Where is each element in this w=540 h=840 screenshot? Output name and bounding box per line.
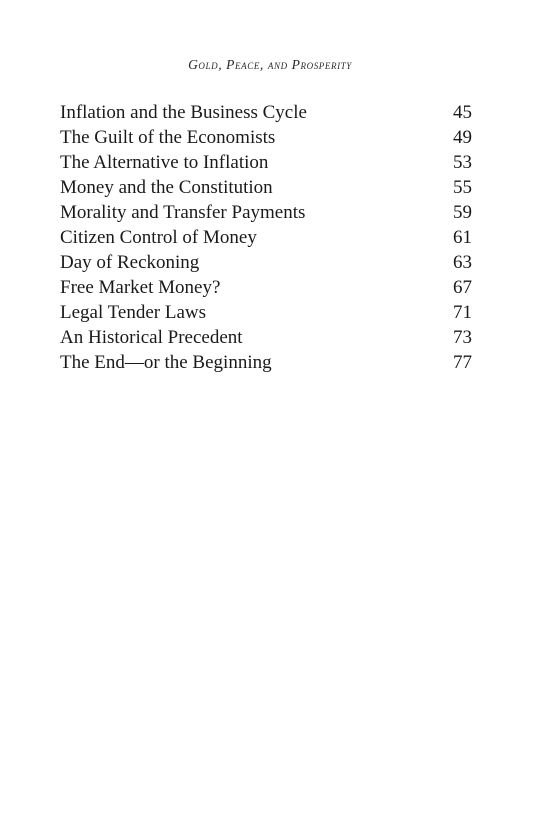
toc-entry-title: The End—or the Beginning — [60, 352, 272, 373]
toc-entry-page: 73 — [453, 327, 472, 348]
toc-entry — [60, 175, 472, 200]
toc-entry — [60, 200, 472, 225]
running-head: Gold, Peace, and Prosperity — [188, 57, 352, 72]
toc-entry — [60, 225, 472, 250]
toc-entry-page: 49 — [453, 127, 472, 148]
toc-entry — [60, 300, 472, 325]
toc-entry — [60, 125, 472, 150]
toc-entry — [60, 275, 472, 300]
toc-entry-title: Free Market Money? — [60, 277, 221, 298]
table-of-contents — [60, 100, 472, 375]
toc-entry-title: Citizen Control of Money — [60, 227, 257, 248]
toc-entry-page: 63 — [453, 252, 472, 273]
toc-entry-page: 55 — [453, 177, 472, 198]
toc-entry — [60, 350, 472, 375]
toc-entry-page: 61 — [453, 227, 472, 248]
toc-entry-page: 59 — [453, 202, 472, 223]
toc-entry-page: 45 — [453, 102, 472, 123]
toc-entry-title: Morality and Transfer Payments — [60, 202, 306, 223]
toc-entry-page: 71 — [453, 302, 472, 323]
toc-entry — [60, 250, 472, 275]
toc-entry-title: The Alternative to Inflation — [60, 152, 269, 173]
toc-entry-title: Day of Reckoning — [60, 252, 200, 273]
toc-entry — [60, 150, 472, 175]
toc-entry-title: Money and the Constitution — [60, 177, 273, 198]
toc-entry-page: 53 — [453, 152, 472, 173]
toc-entry-title: The Guilt of the Economists — [60, 127, 276, 148]
toc-entry-page: 67 — [453, 277, 472, 298]
toc-entry — [60, 100, 472, 125]
toc-entry — [60, 325, 472, 350]
toc-entry-title: Legal Tender Laws — [60, 302, 207, 323]
toc-entry-title: Inflation and the Business Cycle — [60, 102, 307, 123]
toc-entry-page: 77 — [453, 352, 472, 373]
toc-entry-title: An Historical Precedent — [60, 327, 243, 348]
